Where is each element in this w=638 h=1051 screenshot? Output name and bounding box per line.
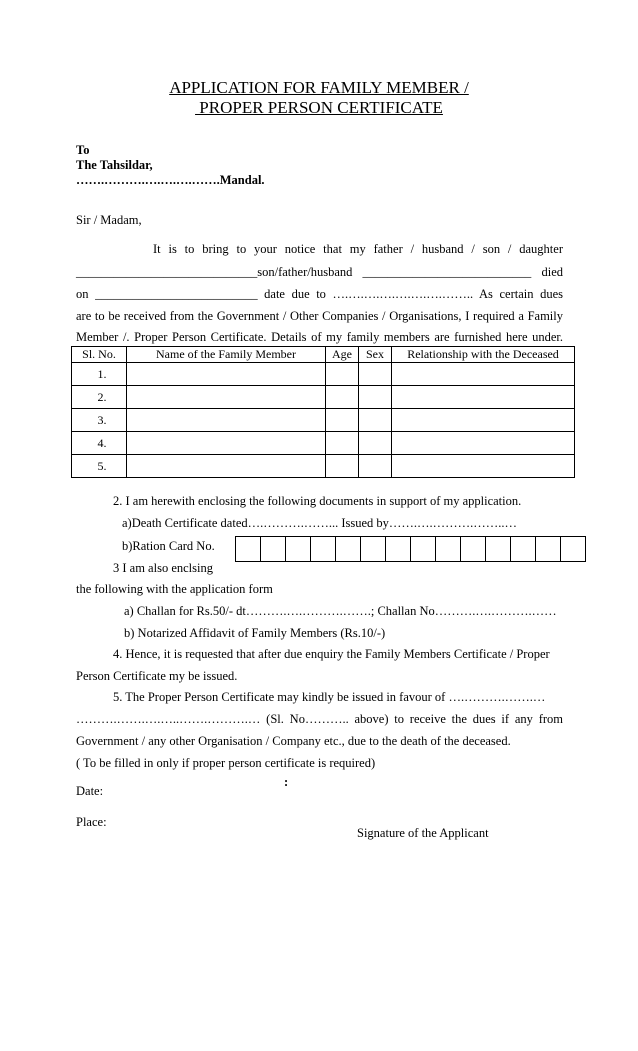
relationship-cell[interactable] [392,363,575,386]
filling-note: ( To be filled in only if proper person certificate is required) [76,756,376,770]
colon-mark: : [284,775,289,789]
table-row [72,432,575,455]
serial-number-cell: 5. [72,455,127,478]
serial-number-cell: 3. [72,409,127,432]
favour-line-end: Government / any other Organisation / Company etc., due to the death of the deceased. [76,734,511,748]
ration-card-digit-box[interactable] [536,537,561,561]
ration-card-digit-box[interactable] [461,537,486,561]
sex-cell[interactable] [359,409,392,432]
title-line-1: APPLICATION FOR FAMILY MEMBER / [169,78,469,97]
age-cell[interactable] [326,455,359,478]
table-header-row [72,347,575,363]
title-line-2: PROPER PERSON CERTIFICATE [195,98,443,117]
body-line-5: Member /. Proper Person Certificate. Details of my family members are furnished here under. [76,330,563,344]
ration-card-digit-box[interactable] [386,537,411,561]
enclosure-item-2: 2. I am herewith enclosing the following documents in support of my application. [113,494,522,508]
name-cell[interactable] [127,455,326,478]
age-cell[interactable] [326,386,359,409]
serial-number-cell: 2. [72,386,127,409]
column-header: Name of the Family Member [127,347,326,363]
serial-number-cell: 1. [72,363,127,386]
ration-card-digit-box[interactable] [336,537,361,561]
place-label: Place: [76,815,107,829]
favour-line: 5. The Proper Person Certificate may kindly be issued in favour of ….……….…….… [113,690,546,704]
ration-card-digit-box[interactable] [486,537,511,561]
ration-card-digit-box[interactable] [436,537,461,561]
serial-number-cell: 4. [72,432,127,455]
ration-card-digit-box[interactable] [261,537,286,561]
sex-cell[interactable] [359,386,392,409]
ration-card-digit-box[interactable] [411,537,436,561]
death-certificate-line: a)Death Certificate dated….……….……... Issued by…….….……….……..… [122,516,518,530]
ration-card-digit-box[interactable] [511,537,536,561]
name-cell[interactable] [127,386,326,409]
body-line-2: _____________________________son/father/husband ___________________________ died [76,265,563,279]
relationship-cell[interactable] [392,386,575,409]
age-cell[interactable] [326,409,359,432]
column-header: Sl. No. [72,347,127,363]
address-to: To [76,143,90,157]
address-mandal: …….……….….….….…….Mandal. [76,173,265,187]
affidavit-line: b) Notarized Affidavit of Family Members (Rs.10/-) [124,626,386,640]
column-header: Sex [359,347,392,363]
favour-line-continued: ……….…….….…..…….……….… (Sl. No……….. above) to receive the dues if any from [76,712,563,726]
request-line-continued: Person Certificate my be issued. [76,669,238,683]
column-header: Relationship with the Deceased [392,347,575,363]
family-members-table [71,346,575,478]
table-row [72,363,575,386]
column-header: Age [326,347,359,363]
age-cell[interactable] [326,363,359,386]
ration-card-digit-box[interactable] [361,537,386,561]
enclosure-item-3: 3 I am also enclsing [113,561,213,575]
relationship-cell[interactable] [392,455,575,478]
sex-cell[interactable] [359,432,392,455]
ration-card-digit-box[interactable] [311,537,336,561]
table-row [72,409,575,432]
ration-card-digit-box[interactable] [236,537,261,561]
name-cell[interactable] [127,363,326,386]
request-line: 4. Hence, it is requested that after due enquiry the Family Members Certificate / Proper [113,647,550,661]
ration-card-number-boxes[interactable] [235,536,586,562]
age-cell[interactable] [326,432,359,455]
table-row [72,386,575,409]
sex-cell[interactable] [359,455,392,478]
relationship-cell[interactable] [392,409,575,432]
relationship-cell[interactable] [392,432,575,455]
ration-card-digit-box[interactable] [286,537,311,561]
table-row [72,455,575,478]
body-line-1: It is to bring to your notice that my father / husband / son / daughter [153,242,563,256]
date-label: Date: [76,784,104,798]
body-line-3: on __________________________ date due to ….….….….….….….…….. As certain dues [76,287,563,301]
ration-card-digit-box[interactable] [561,537,585,561]
address-official: The Tahsildar, [76,158,153,172]
challan-line: a) Challan for Rs.50/- dt……….….……….…….; Challan No……….….……….…… [124,604,557,618]
name-cell[interactable] [127,432,326,455]
enclosure-item-3-continued: the following with the application form [76,582,273,596]
signature-label: Signature of the Applicant [357,826,489,840]
salutation: Sir / Madam, [76,213,142,227]
sex-cell[interactable] [359,363,392,386]
name-cell[interactable] [127,409,326,432]
body-line-4: are to be received from the Government / Other Companies / Organisations, I required a Family [76,309,563,323]
ration-card-label: b)Ration Card No. [122,539,215,553]
